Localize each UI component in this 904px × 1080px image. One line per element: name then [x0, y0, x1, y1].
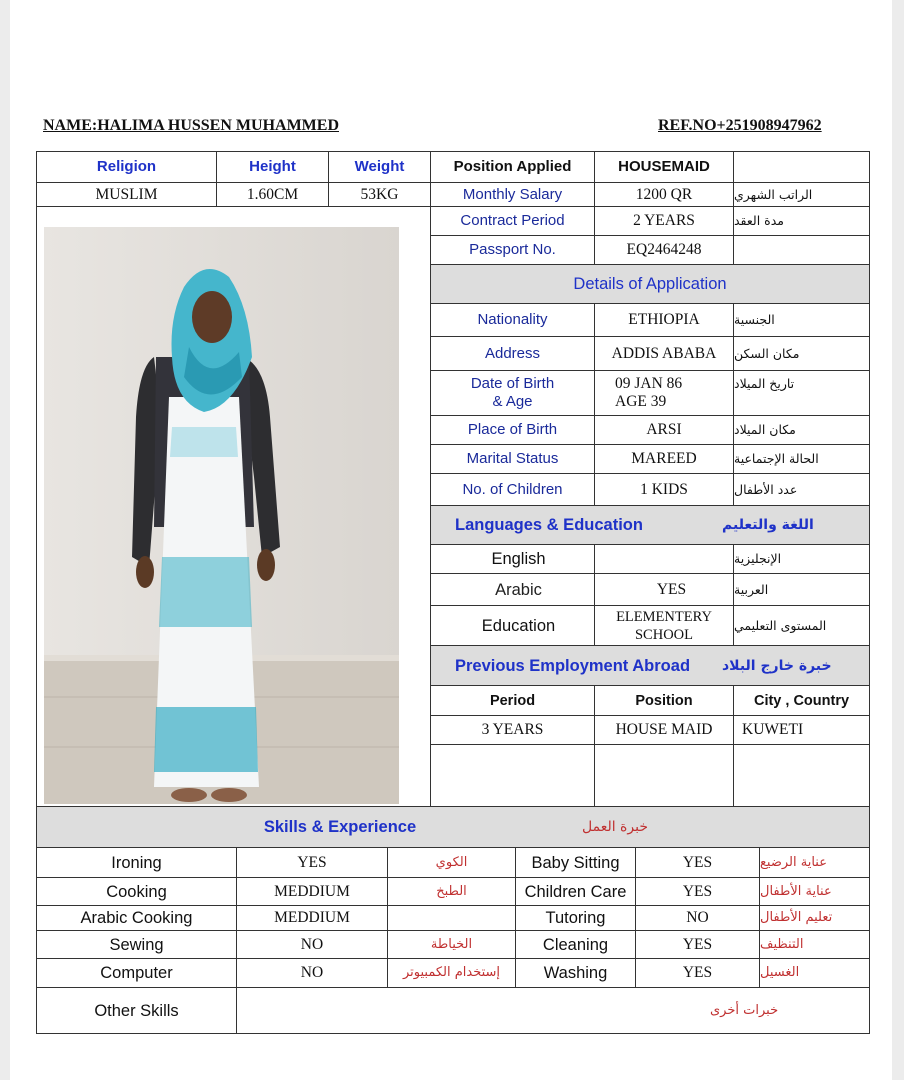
dob-value: 09 JAN 86 AGE 39 — [615, 375, 683, 410]
monthly-salary-ar: الراتب الشهري — [734, 186, 813, 202]
monthly-salary-label: Monthly Salary — [462, 185, 563, 203]
dob-label: Date of Birth & Age — [470, 375, 555, 410]
skill-cleaning: Cleaning — [542, 935, 609, 954]
education-label: Education — [481, 616, 556, 635]
nationality-ar: الجنسية — [734, 312, 775, 327]
skill-arabic-cooking: Arabic Cooking — [80, 909, 193, 927]
skill-tutoring: Tutoring — [545, 909, 606, 927]
skill-children-care-ar: عناية الأطفال — [760, 883, 832, 899]
religion-value: MUSLIM — [95, 185, 158, 203]
skill-cooking-ar: الطبخ — [436, 883, 467, 899]
position-label: Position Applied — [453, 158, 572, 175]
skill-cooking-value: MEDDIUM — [274, 882, 350, 900]
details-title: Details of Application — [573, 275, 727, 293]
skill-tutoring-value: NO — [686, 909, 709, 926]
period-header: Period — [489, 692, 536, 709]
skill-sewing-value: NO — [300, 935, 324, 953]
skill-washing-value: YES — [682, 964, 713, 981]
applicant-name: NAME:HALIMA HUSSEN MUHAMMED — [43, 117, 339, 134]
skill-baby-sitting-value: YES — [682, 853, 713, 871]
employment-title-ar: خبرة خارج البلاد — [722, 657, 832, 674]
monthly-salary-value: 1200 QR — [635, 185, 693, 203]
weight-label: Weight — [354, 158, 405, 175]
education-value: ELEMENTERY SCHOOL — [616, 608, 712, 643]
cv-page — [10, 0, 892, 1080]
height-value: 1.60CM — [246, 185, 299, 203]
employment-position: HOUSE MAID — [615, 721, 713, 738]
other-skills-label: Other Skills — [94, 1001, 179, 1020]
marital-status-label: Marital Status — [466, 450, 559, 467]
children-label: No. of Children — [462, 480, 563, 498]
skill-ironing-ar: الكوي — [435, 854, 468, 870]
address-value: ADDIS ABABA — [611, 344, 717, 362]
skill-sewing-ar: الخياطة — [430, 936, 473, 952]
place-of-birth-value: ARSI — [646, 421, 682, 438]
nationality-value: ETHIOPIA — [628, 311, 700, 328]
employment-city: KUWETI — [742, 721, 804, 738]
contract-period-ar: مدة العقد — [734, 213, 784, 228]
skill-sewing: Sewing — [109, 935, 164, 954]
english-label: English — [491, 550, 546, 568]
english-value — [595, 545, 733, 573]
employment-period: 3 YEARS — [481, 721, 544, 738]
dob-ar: تاريخ الميلاد — [734, 376, 795, 391]
address-ar: مكان السكن — [734, 345, 800, 361]
applicant-photo — [44, 227, 399, 804]
skill-computer-ar: إستخدام الكمبيوتر — [402, 965, 501, 980]
skill-computer: Computer — [100, 964, 173, 982]
skill-ironing-value: YES — [297, 853, 327, 871]
employment-title: Previous Employment Abroad — [455, 656, 691, 675]
skill-baby-sitting-ar: عناية الرضيع — [760, 854, 827, 870]
skill-cleaning-ar: التنظيف — [760, 936, 804, 952]
weight-value: 53KG — [360, 185, 399, 203]
skill-washing-ar: الغسيل — [760, 965, 800, 980]
children-ar: عدد الأطفال — [734, 481, 798, 497]
position-value: HOUSEMAID — [618, 158, 710, 175]
marital-status-ar: الحالة الإجتماعية — [734, 451, 819, 466]
skill-cooking: Cooking — [106, 882, 167, 901]
skill-cleaning-value: YES — [682, 935, 713, 953]
passport-label: Passport No. — [469, 241, 556, 258]
skill-washing: Washing — [543, 964, 608, 982]
skill-tutoring-ar: تعليم الأطفال — [760, 910, 833, 925]
place-of-birth-ar: مكان الميلاد — [734, 422, 796, 437]
city-country-header: City , Country — [753, 692, 850, 709]
position-header: Position — [635, 692, 693, 709]
skill-children-care: Children Care — [524, 882, 627, 901]
education-ar: المستوى التعليمي — [734, 617, 827, 633]
skill-children-care-value: YES — [682, 882, 713, 900]
children-value: 1 KIDS — [640, 480, 688, 498]
contract-period-label: Contract Period — [460, 212, 565, 229]
place-of-birth-label: Place of Birth — [467, 421, 558, 438]
skill-computer-value: NO — [300, 964, 324, 981]
address-label: Address — [484, 344, 541, 362]
english-ar: الإنجليزية — [734, 551, 782, 566]
height-label: Height — [249, 158, 296, 175]
religion-label: Religion — [96, 158, 157, 175]
skill-arabic-cooking-value: MEDDIUM — [274, 909, 350, 926]
arabic-value: YES — [656, 580, 687, 598]
arabic-label: Arabic — [495, 580, 542, 599]
skills-title: Skills & Experience — [263, 818, 417, 836]
reference-number: REF.NO+251908947962 — [658, 117, 822, 134]
arabic-ar: العربية — [734, 581, 769, 597]
passport-value: EQ2464248 — [626, 241, 702, 258]
skill-ironing: Ironing — [111, 853, 162, 872]
contract-period-value: 2 YEARS — [633, 212, 695, 229]
languages-title-ar: اللغة والتعليم — [722, 517, 814, 533]
nationality-label: Nationality — [477, 311, 548, 328]
other-skills-ar: خبرات أخرى — [710, 1002, 779, 1018]
skill-baby-sitting: Baby Sitting — [531, 853, 620, 872]
person-photo-icon — [44, 227, 399, 804]
marital-status-value: MAREED — [631, 450, 697, 467]
skills-title-ar: خبرة العمل — [582, 819, 648, 835]
languages-title: Languages & Education — [455, 516, 643, 534]
